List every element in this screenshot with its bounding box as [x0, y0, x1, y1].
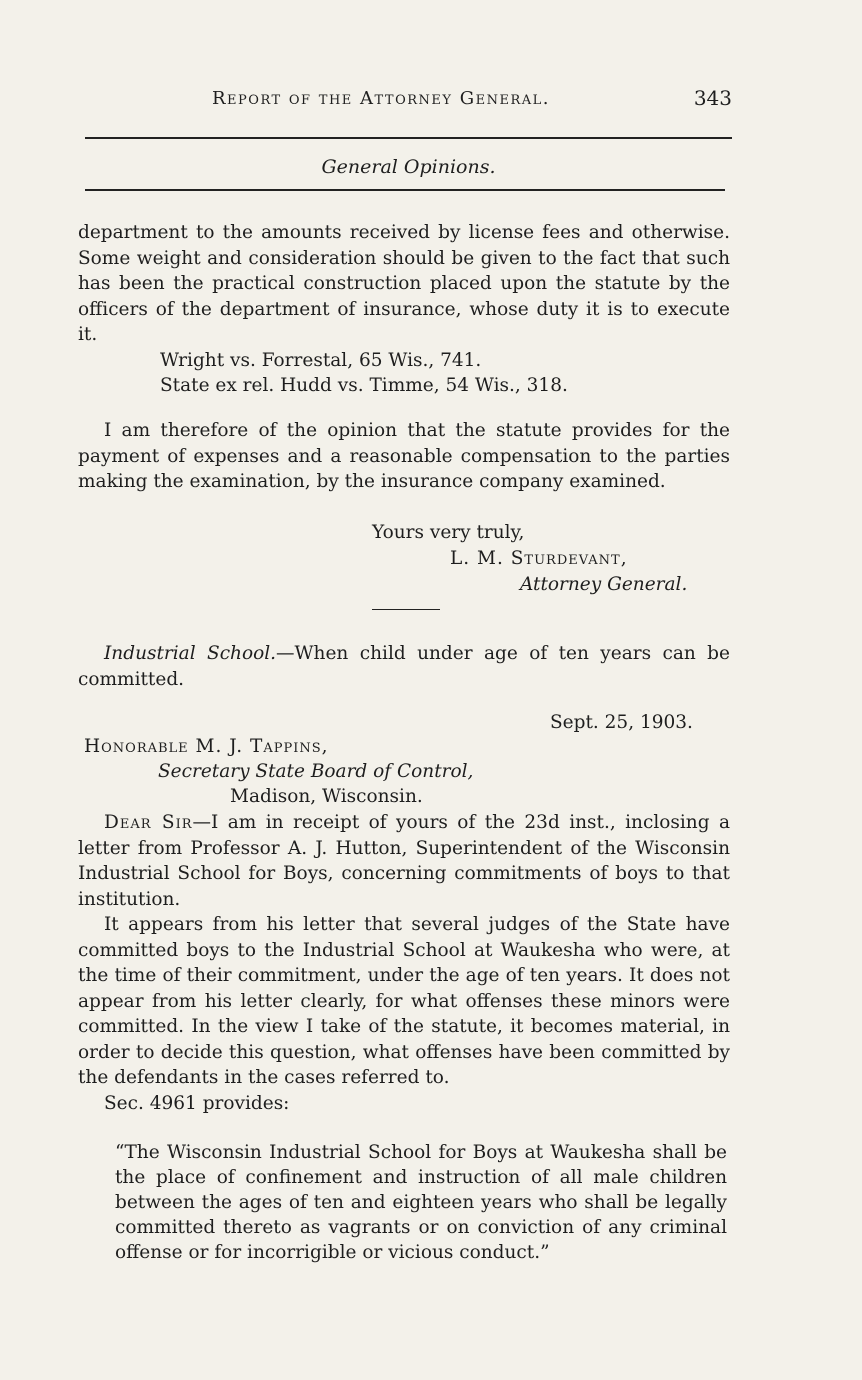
paragraph-text: —I am in receipt of yours of the 23d inst., inclosing a letter from Professor A. J. Hutton, Superintendent of the Wisconsin Industrial School for Boys, concerning commitments of boys to that institution. [78, 812, 730, 910]
addressee-title: Secretary State Board of Control, [158, 761, 474, 782]
addressee-location: Madison, Wisconsin. [230, 786, 423, 807]
opinion-headnote [78, 641, 730, 692]
headnote-topic: Industrial School. [104, 643, 277, 664]
signature-name: L. M. Sturdevant, [450, 548, 628, 569]
section-heading: General Opinions. [321, 156, 496, 178]
paragraph: I am therefore of the opinion that the statute provides for the payment of expenses and a reasonable compensation to the parties making the examination, by the insurance company examined. [78, 420, 730, 492]
running-title: Report of the Attorney General. [212, 88, 550, 109]
paragraph: Sec. 4961 provides: [104, 1092, 290, 1114]
citation: State ex rel. Hudd vs. Timme, 54 Wis., 318. [160, 375, 568, 396]
header-rule-bottom [85, 189, 725, 191]
salutation: Dear Sir [104, 812, 193, 833]
letter-date: Sept. 25, 1903. [550, 712, 693, 733]
letter-body [78, 810, 730, 1116]
running-head [212, 88, 732, 118]
signature-title: Attorney General. [520, 574, 688, 595]
addressee-name: Honorable M. J. Tappins, [84, 736, 329, 757]
section-divider [372, 609, 440, 610]
opinion-continuation [78, 220, 730, 348]
paragraph: department to the amounts received by license fees and otherwise. Some weight and consideration should be given to the fact that such has been the practical construction placed upon the statute by the officers of the department of insurance, whose duty it is to execute it. [78, 222, 730, 345]
paragraph [78, 810, 730, 912]
headnote [78, 641, 730, 692]
citation: Wright vs. Forrestal, 65 Wis., 741. [160, 350, 482, 371]
page-number: 343 [693, 86, 732, 110]
statute-quote: “The Wisconsin Industrial School for Boys at Waukesha shall be the place of confinement and instruction of all male children between the ages of ten and eighteen years who shall be legally committed thereto as vagrants or on conviction of any criminal offense or for incorrigible or vicious conduct.” [115, 1142, 727, 1263]
paragraph: It appears from his letter that several judges of the State have committed boys to the Industrial School at Waukesha who were, at the time of their commitment, under the age of ten years. It does not appear from his letter clearly, for what offenses these minors were committed. In the view I take of the statute, it becomes material, in order to decide this question, what offenses have been committed by the defendants in the cases referred to. [78, 914, 730, 1088]
closing-line: Yours very truly, [372, 522, 525, 543]
headnote-text: —When child under age of ten years can be committed. [78, 643, 730, 690]
opinion-conclusion [78, 418, 730, 495]
header-rule-top [85, 137, 732, 139]
